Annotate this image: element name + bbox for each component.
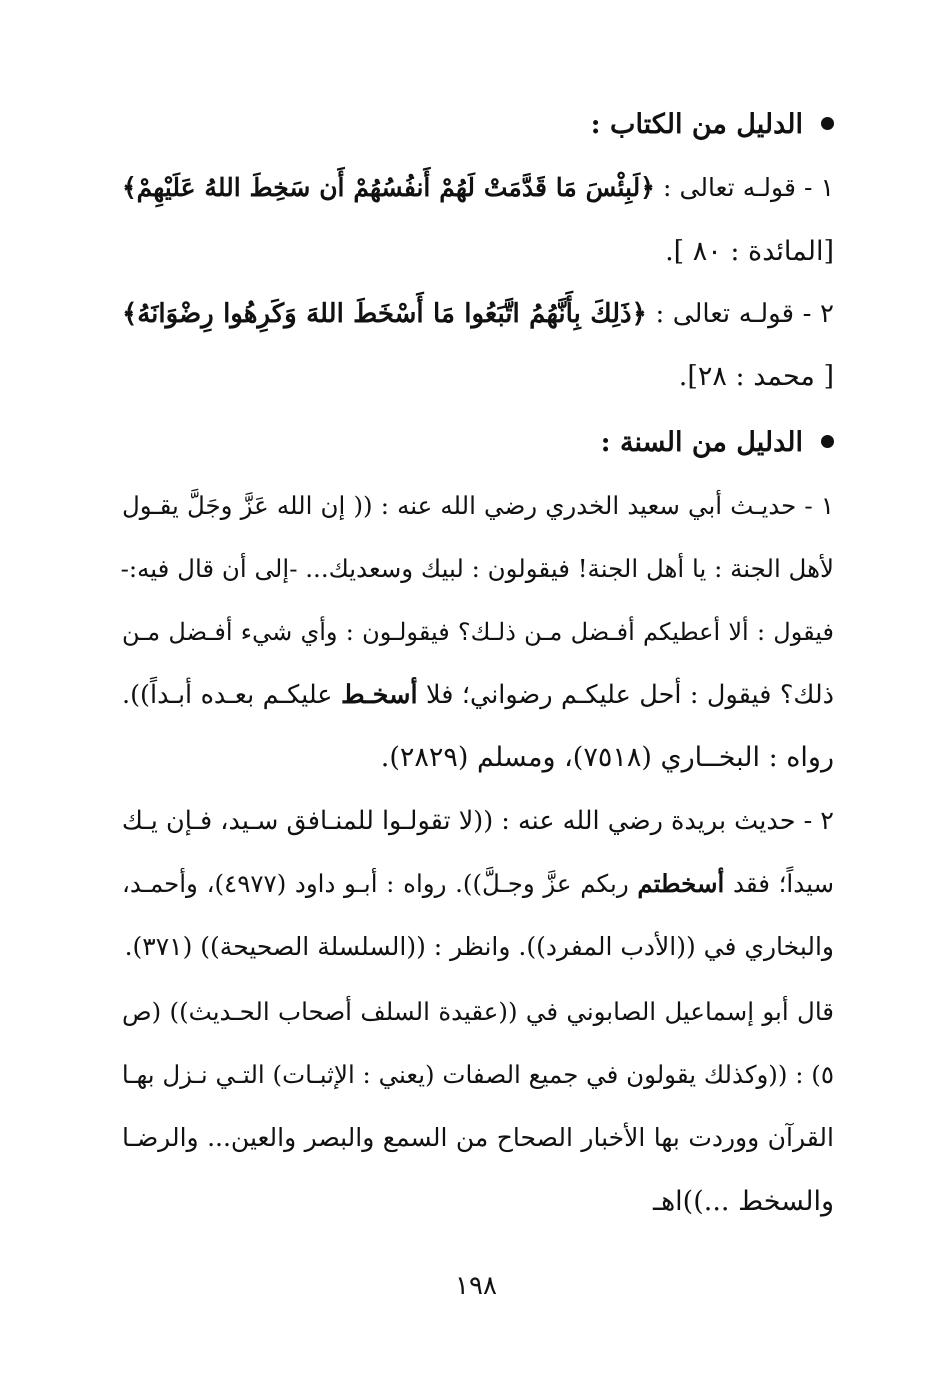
bullet-icon: [821, 435, 834, 448]
heading-book-evidence: الدليل من الكتاب :: [122, 105, 834, 145]
hadith-1-line-1: ١ - حديـث أبي سعيد الخدري رضي الله عنه : (( إن الله عَزَّ وجَلَّ يقـول: [122, 491, 834, 520]
hadith-2-line-2: [122, 864, 834, 904]
text-segment: عليكـم بعـده أبـداً)).: [122, 680, 341, 710]
quote-line-1: قال أبو إسماعيل الصابوني في ((عقيدة السلف أصحاب الحـديث)) (ص: [122, 997, 834, 1026]
heading-sunnah-evidence: الدليل من السنة :: [122, 423, 834, 463]
text-segment: ذلك؟ فيقول : أحل عليكـم رضواني؛ فلا: [417, 680, 834, 710]
hadith-2-source: والبخاري في ((الأدب المفرد)). وانظر : ((السلسلة الصحيحة)) (٣٧١).: [124, 932, 834, 961]
quote-line-4: والسخط ...))اهـ: [653, 1186, 834, 1217]
emphasized-word: أسخطتم: [637, 869, 725, 898]
hadith-1-line-2: لأهل الجنة : يا أهل الجنة! فيقولون : لبيك وسعديك... -إلى أن قال فيه:-: [120, 554, 834, 583]
hadith-1-line-4: [122, 675, 834, 715]
bullet-icon: [821, 117, 834, 130]
hadith-2-line-1: ٢ - حديث بريدة رضي الله عنه : ((لا تقولـوا للمنـافق سـيد، فـإن يـك: [121, 806, 834, 836]
quran-item-2: [122, 294, 834, 334]
page-number: ١٩٨: [455, 1271, 497, 1301]
text-segment: ربكم عزَّ وجـلَّ)). رواه : أبـو داود (٤٩٧٧)، وأحمـد،: [122, 869, 638, 898]
quran-verse: ﴿ذَلِكَ بِأَنَّهُمُ اتَّبَعُوا مَا أَسْخَطَ اللهَ وَكَرِهُوا رِضْوَانَهُ﴾: [122, 299, 647, 329]
quran-item-1: [122, 168, 834, 208]
text-segment: سيداً؛ فقد: [724, 869, 835, 898]
quran-reference-1: [المائدة : ٨٠ ].: [665, 236, 834, 267]
hadith-1-source: رواه : البخــاري (٧٥١٨)، ومسلم (٢٨٢٩).: [380, 742, 834, 773]
quran-reference-2: [ محمد : ٢٨].: [678, 361, 834, 392]
hadith-1-line-3: فيقول : ألا أعطيكم أفـضل مـن ذلـك؟ فيقولـون : وأي شيء أفـضل مـن: [122, 618, 834, 646]
item-prefix: ١ - قولـه تعالى :: [654, 173, 834, 202]
quran-verse: ﴿لَبِئْسَ مَا قَدَّمَتْ لَهُمْ أَنفُسُهُمْ أَن سَخِطَ اللهُ عَلَيْهِمْ﴾: [122, 173, 655, 202]
item-prefix: ٢ - قولـه تعالى :: [646, 299, 834, 329]
emphasized-word: أسخـط: [340, 680, 418, 710]
quote-line-2: ٥) : ((وكذلك يقولون في جميع الصفات (يعني : الإثبـات) التـي نـزل بهـا: [121, 1060, 834, 1089]
quote-line-3: القرآن ووردت بها الأخبار الصحاح من السمع والبصر والعين... والرضـا: [122, 1123, 834, 1152]
